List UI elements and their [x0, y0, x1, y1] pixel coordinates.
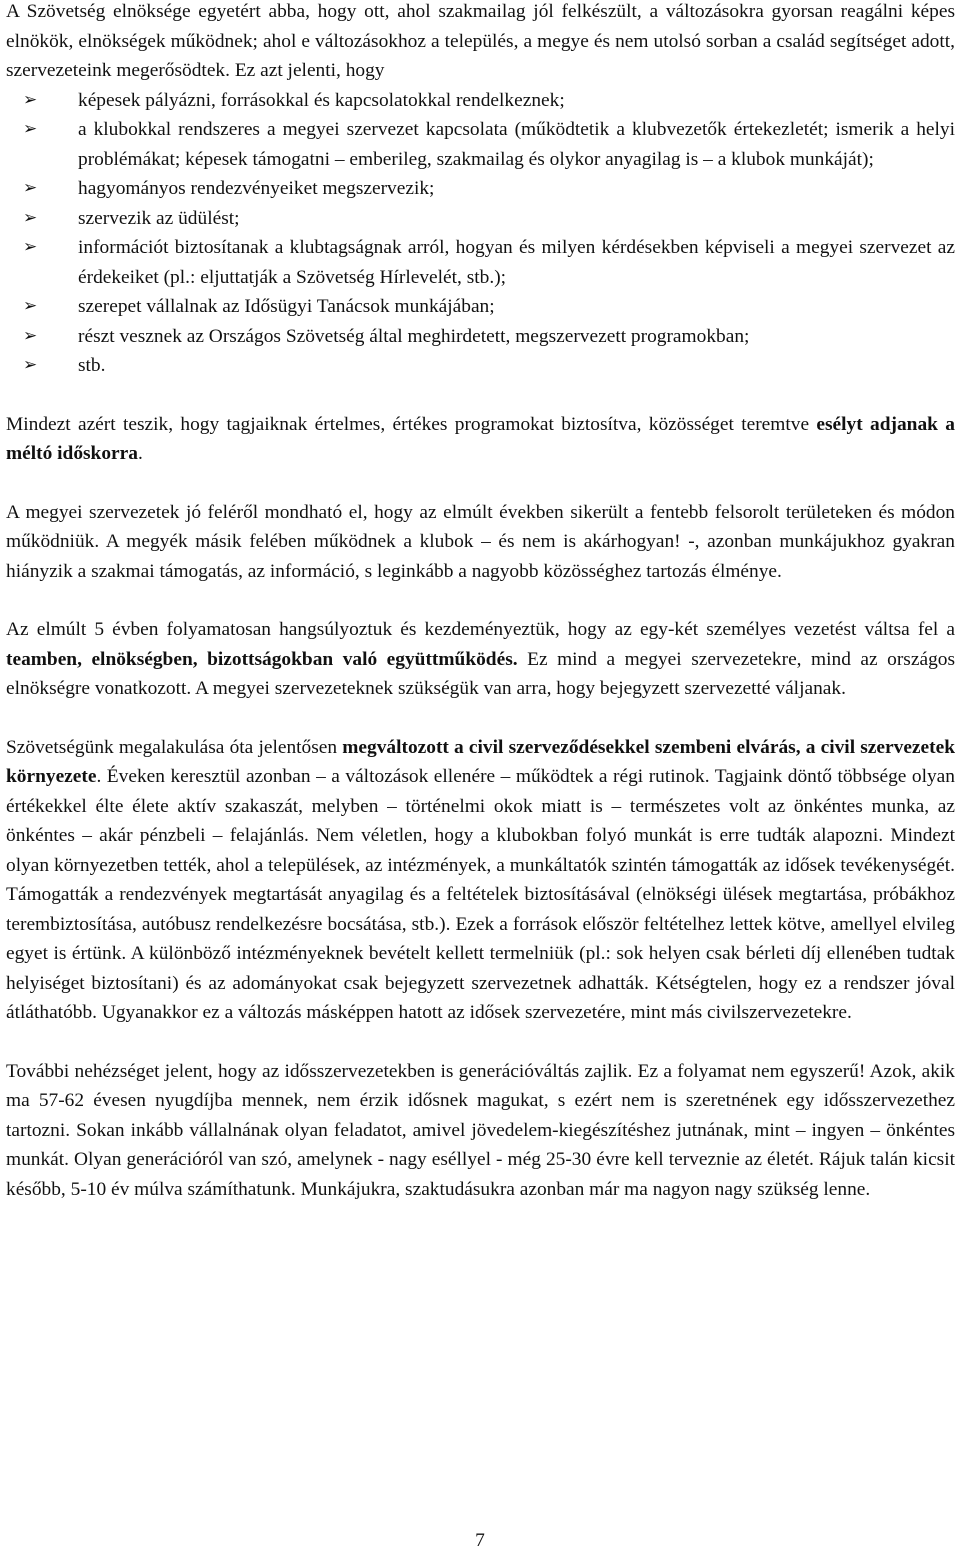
paragraph-4-text: Az elmúlt 5 évben folyamatosan hangsúlyoztuk és kezdeményeztük, hogy az egy-két személyes vezetést váltsa fel a: [6, 619, 955, 640]
paragraph-2: [6, 410, 955, 469]
paragraph-6: További nehézséget jelent, hogy az idősszervezetekben is generációváltás zajlik. Ez a folyamat nem egyszerű! Azok, akik ma 57-62 évesen nyugdíjba mennek, nem érzik idősnek magukat, s ezért nem is szeretnének egy idősszervezethez tartozni. Sokan inkább vállalnának olyan feladatot, amivel jövedelem-kiegészítéshez jutnának, mint – ingyen – önkéntes munkát. Olyan generációról van szó, amelynek - nagy eséllyel - még 25-30 évre kell terveznie az életét. Rájuk talán kicsit később, 5-10 év múlva számíthatunk. Munkájukra, szaktudásukra azonban már ma nagyon nagy szükség lenne.: [6, 1060, 955, 1200]
bullet-item-text: stb.: [78, 355, 106, 376]
paragraph-4: [6, 615, 955, 704]
bullet-item-text: szervezik az üdülést;: [78, 207, 240, 229]
arrowhead-bullet-icon: ➢: [23, 178, 38, 198]
paragraph-1-intro: A Szövetség elnöksége egyetért abba, hogy ott, ahol szakmailag jól felkészült, a változásokra gyorsan reagálni képes elnökök, elnökségek működnek; ahol e változásokhoz a település, a megye és nem utolsó sorban a család segítséget adott, szervezeteink megerősödtek. Ez azt jelenti, hogy: [6, 1, 955, 81]
arrowhead-bullet-icon: ➢: [23, 207, 38, 228]
bullet-item: [6, 204, 955, 234]
bullet-item: [6, 86, 955, 116]
paragraph-5-rest: . Éveken keresztül azonban – a változások ellenére – működtek a régi rutinok. Tagjaink döntő többsége olyan értékekkel élte élete aktív szakaszát, melyben – történelmi okok miatt is – természetes volt az önkéntes munka, az önkéntes – akár pénzbeli – felajánlás. Nem véletlen, hogy a klubokban folyó munkát is erre tudták alapozni. Mindezt olyan környezetben tették, ahol a települések, az intézmények, a munkáltatók szintén támogatták az idősek tevékenységét. Támogatták a rendezvények megtartását anyagilag és a feltételek biztosításával (elnökségi ülések megtartása, próbákhoz terembiztosítása, autóbusz rendelkezésre bocsátása, stb.). Ezek a források először feltételhez lettek kötve, amellyel elvileg egyet is értünk. A különböző intézményeknek bevételt kellett termelniük (pl.: sok helyen csak bérleti díj ellenében tudtak helyiséget biztosítani) és az adományokat csak bejegyzett szervezetnek adhatták. Kétségtelen, hogy ez a rendszer jóval átláthatóbb. Ugyanakkor ez a változás másképpen hatott az idősek szervezetére, mint más civilszervezetekre.: [6, 766, 955, 1023]
arrowhead-bullet-icon: ➢: [23, 296, 38, 316]
paragraph-5-text: Szövetségünk megalakulása óta jelentősen: [6, 736, 343, 758]
bullet-item: [6, 351, 955, 381]
document-page: [6, 0, 955, 1204]
paragraph-5-bold: megváltozott a civil szerveződésekkel szembeni elvárás, a civil szervezetek környezete: [6, 736, 955, 787]
arrowhead-bullet-icon: ➢: [23, 89, 38, 110]
bullet-item-text: hagyományos rendezvényeiket megszervezik;: [78, 178, 435, 199]
bullet-item: [6, 174, 955, 204]
paragraph-2-end: .: [137, 443, 143, 464]
bullet-list: [6, 86, 955, 381]
bullet-item: [6, 322, 955, 352]
paragraph-4-bold: teamben, elnökségben, bizottságokban való együttműködés.: [6, 648, 518, 670]
arrowhead-bullet-icon: ➢: [23, 325, 38, 346]
page-number: 7: [475, 1530, 485, 1551]
paragraph-2-bold: esélyt adjanak a méltó időskorra: [6, 413, 955, 464]
paragraph-3: A megyei szervezetek jó feléről mondható el, hogy az elmúlt években sikerült a fentebb felsorolt területeken és módon működniük. A megyék másik felében működnek a klubok – és nem is akárhogyan! -, azonban munkájukhoz gyakran hiányzik a szakmai támogatás, az információ, s leginkább a nagyobb közösséghez tartozás élménye.: [6, 501, 955, 582]
paragraph-2-text: Mindezt azért teszik, hogy tagjaiknak értelmes, értékes programokat biztosítva, közösséget teremtve: [6, 413, 817, 435]
bullet-item: [6, 292, 955, 322]
bullet-item-text: részt vesznek az Országos Szövetség által meghirdetett, megszervezett programokban;: [78, 325, 750, 347]
bullet-item-text: szerepet vállalnak az Idősügyi Tanácsok munkájában;: [78, 296, 495, 317]
bullet-item: [6, 115, 955, 174]
bullet-item: [6, 233, 955, 292]
paragraph-4-rest: Ez mind a megyei szervezetekre, mind az országos elnökségre vonatkozott. A megyei szervezeteknek szükségük van arra, hogy bejegyzett szervezetté váljanak.: [6, 648, 956, 699]
bullet-item-text: a klubokkal rendszeres a megyei szervezet kapcsolata (működtetik a klubvezetők értekezletét; ismerik a helyi problémákat; képesek támogatni – emberileg, szakmailag és olykor anyagilag is – a klubok munkáját);: [78, 119, 955, 170]
arrowhead-bullet-icon: ➢: [23, 237, 38, 257]
bullet-item-text: információt biztosítanak a klubtagságnak arról, hogyan és milyen kérdésekben képviseli a megyei szervezet az érdekeiket (pl.: eljuttatják a Szövetség Hírlevelét, stb.);: [78, 237, 955, 288]
arrowhead-bullet-icon: ➢: [23, 355, 38, 375]
paragraph-5: [6, 733, 955, 1028]
bullet-item-text: képesek pályázni, forrásokkal és kapcsolatokkal rendelkeznek;: [78, 89, 565, 111]
arrowhead-bullet-icon: ➢: [23, 119, 38, 139]
